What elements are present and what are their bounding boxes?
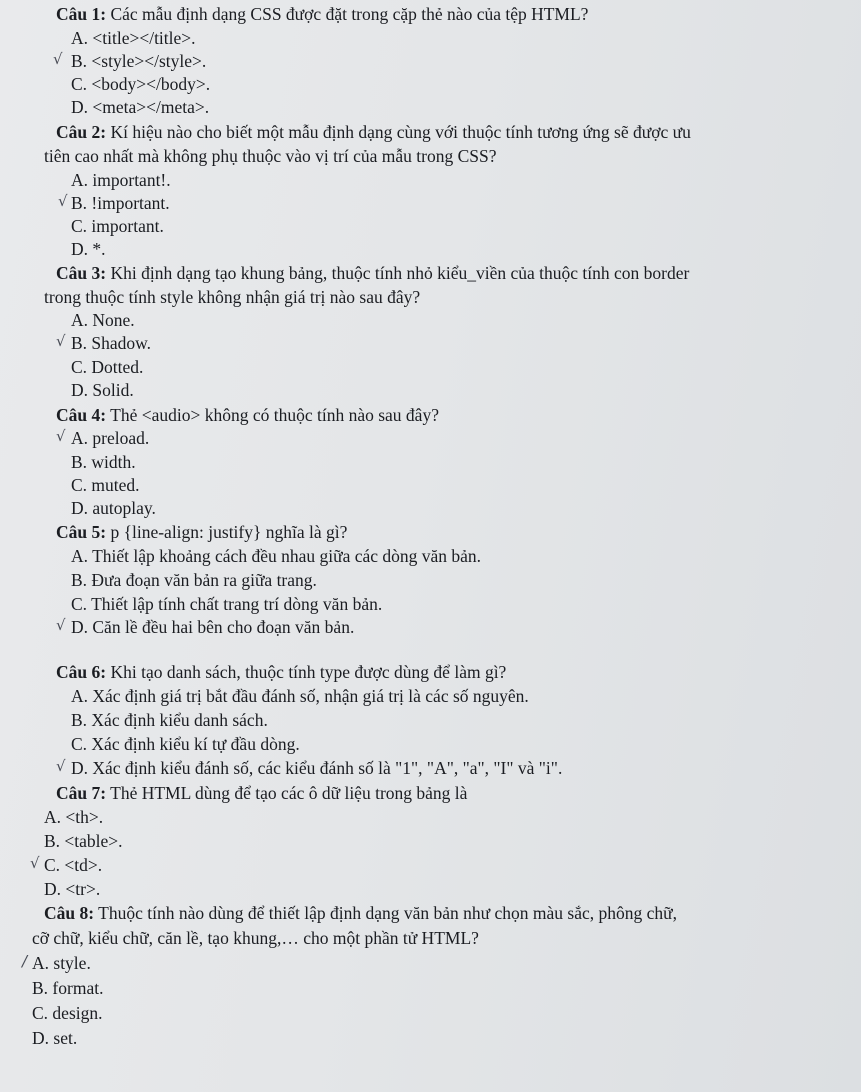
q4-option-a: A. preload. [71,428,150,448]
q1-option-b: B. <style></style>. [71,51,207,71]
q1-option-c: C. <body></body>. [71,74,211,94]
question-3-text-line2: trong thuộc tính style không nhận giá trị nào sau đây? [44,287,421,307]
check-mark-icon: √ [30,854,40,872]
question-8 [44,902,677,924]
question-2 [56,121,691,143]
question-1 [56,3,588,25]
question-5-label: Câu 5: [56,522,107,542]
check-mark-icon: √ [56,332,66,350]
check-mark-icon: √ [56,757,66,775]
q5-option-c: C. Thiết lập tính chất trang trí dòng văn bản. [71,594,383,614]
q8-option-d: D. set. [32,1028,78,1048]
q4-option-b: B. width. [71,452,136,472]
check-mark-icon: / [22,952,28,970]
q3-option-b: B. Shadow. [71,333,152,353]
q6-option-c: C. Xác định kiểu kí tự đầu dòng. [71,734,300,754]
q2-option-b: B. !important. [71,193,170,213]
check-mark-icon: √ [56,427,66,445]
q2-option-d: D. *. [71,239,106,259]
question-4-label: Câu 4: [56,405,107,425]
q6-option-b: B. Xác định kiểu danh sách. [71,710,268,730]
q6-option-a: A. Xác định giá trị bắt đầu đánh số, nhận giá trị là các số nguyên. [71,686,529,706]
q3-option-c: C. Dotted. [71,357,144,377]
q5-option-b: B. Đưa đoạn văn bản ra giữa trang. [71,570,317,590]
question-4-text-line1: Thẻ <audio> không có thuộc tính nào sau đây? [110,405,439,425]
question-5-text-line1: p {line-align: justify} nghĩa là gì? [110,522,348,542]
question-7 [56,782,467,804]
question-3 [56,262,689,284]
q6-option-d: D. Xác định kiểu đánh số, các kiểu đánh số là "1", "A", "a", "I" và "i". [71,758,563,778]
q7-option-d: D. <tr>. [44,879,101,899]
q2-option-c: C. important. [71,216,164,236]
question-6-label: Câu 6: [56,662,107,682]
q8-option-c: C. design. [32,1003,103,1023]
q8-option-a: A. style. [32,953,91,973]
q5-option-a: A. Thiết lập khoảng cách đều nhau giữa các dòng văn bản. [71,546,482,566]
question-6 [56,661,506,683]
question-7-label: Câu 7: [56,783,107,803]
q5-option-d: D. Căn lề đều hai bên cho đoạn văn bản. [71,617,355,637]
question-8-text-line2: cỡ chữ, kiểu chữ, căn lề, tạo khung,… cho một phần tử HTML? [32,928,479,948]
question-8-label: Câu 8: [44,903,95,923]
q3-option-a: A. None. [71,310,135,330]
q7-option-b: B. <table>. [44,831,123,851]
question-1-text: Các mẫu định dạng CSS được đặt trong cặp thẻ nào của tệp HTML? [110,4,589,24]
q4-option-d: D. autoplay. [71,498,156,518]
q8-option-b: B. format. [32,978,104,998]
bleed-through-texture [581,186,841,202]
question-7-text-line1: Thẻ HTML dùng để tạo các ô dữ liệu trong bảng là [110,783,468,803]
question-2-label: Câu 2: [56,122,107,142]
q1-option-d: D. <meta></meta>. [71,97,210,117]
check-mark-icon: √ [53,50,63,68]
question-6-text-line1: Khi tạo danh sách, thuộc tính type được dùng để làm gì? [110,662,507,682]
question-5 [56,521,347,543]
question-8-text-line1: Thuộc tính nào dùng để thiết lập định dạng văn bản như chọn màu sắc, phông chữ, [98,903,677,923]
q1-option-a: A. <title></title>. [71,28,196,48]
question-3-text-line1: Khi định dạng tạo khung bảng, thuộc tính nhỏ kiểu_viền của thuộc tính con border [110,263,690,283]
q7-option-a: A. <th>. [44,807,104,827]
check-mark-icon: √ [56,616,66,634]
question-4 [56,404,439,426]
q4-option-c: C. muted. [71,475,140,495]
q3-option-d: D. Solid. [71,380,134,400]
question-2-text-line1: Kí hiệu nào cho biết một mẫu định dạng cùng với thuộc tính tương ứng sẽ được ưu [110,122,691,142]
question-3-label: Câu 3: [56,263,107,283]
question-2-text-line2: tiên cao nhất mà không phụ thuộc vào vị trí của mẫu trong CSS? [44,146,497,166]
q2-option-a: A. important!. [71,170,171,190]
q7-option-c: C. <td>. [44,855,103,875]
question-1-label: Câu 1: [56,4,107,24]
check-mark-icon: √ [58,192,68,210]
